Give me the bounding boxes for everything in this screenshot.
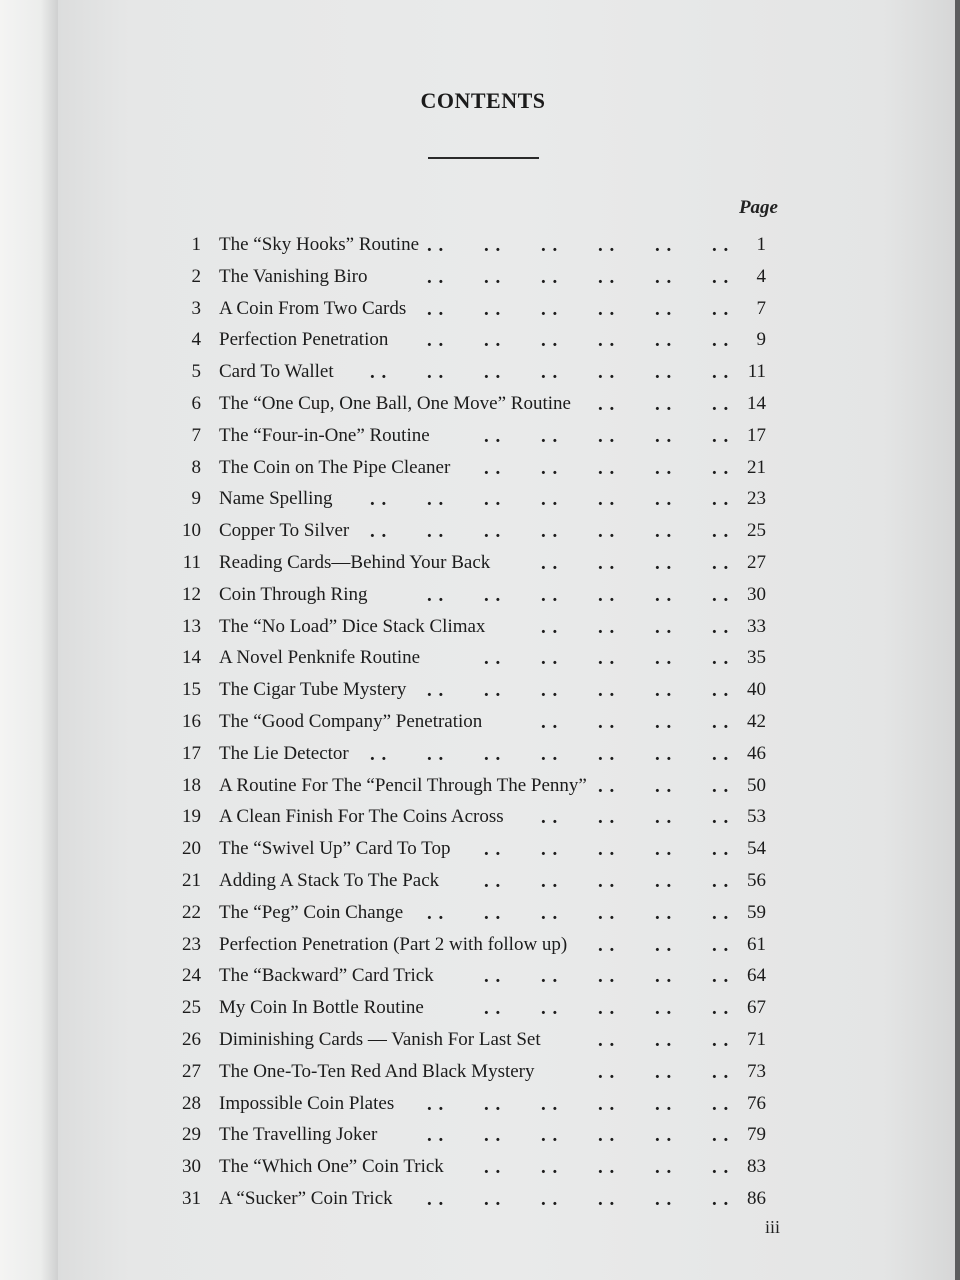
entry-title: Perfection Penetration [219, 329, 389, 351]
toc-entry: 18 A Routine For The “Pencil Through The Penny” . . . . . . 50 [0, 773, 960, 801]
entry-page-number: 79 [747, 1124, 766, 1146]
toc-entry: 2 The Vanishing Biro . . . . . . . . . . . . 4 [0, 264, 960, 292]
entry-title: Coin Through Ring [219, 583, 368, 605]
entry-page-number: 11 [747, 361, 766, 383]
entry-number: 9 [191, 488, 201, 510]
toc-entry: 20 The “Swivel Up” Card To Top . . . . . . . . . . 54 [0, 836, 960, 864]
page-title: CONTENTS [420, 88, 546, 113]
toc-entry: 12 Coin Through Ring . . . . . . . . . . . . 30 [0, 582, 960, 610]
entry-number: 30 [182, 1156, 201, 1178]
entry-page-number: 46 [747, 742, 766, 764]
entry-number: 31 [182, 1188, 201, 1209]
entry-title: The “Which One” Coin Trick [219, 1156, 444, 1178]
entry-title: Diminishing Cards — Vanish For Last Set [219, 1029, 541, 1050]
entry-number: 24 [182, 965, 201, 987]
entry-title: The “Sky Hooks” Routine [219, 234, 420, 255]
toc-entry: 23 Perfection Penetration (Part 2 with follow up) . . . . . . 61 [0, 932, 960, 960]
entry-page-number: 33 [747, 615, 766, 637]
entry-page-number: 73 [747, 1060, 766, 1082]
entry-number: 12 [182, 583, 201, 605]
entry-number: 7 [191, 424, 201, 446]
toc-entry: 1 The “Sky Hooks” Routine . . . . . . . . . . . . 1 [0, 232, 960, 260]
entry-number: 18 [182, 774, 201, 796]
entry-title: The “Peg” Coin Change [219, 901, 404, 923]
entry-page-number: 61 [747, 933, 766, 955]
entry-title: The “One Cup, One Ball, One Move” Routine [219, 393, 571, 414]
entry-title: The “Swivel Up” Card To Top [219, 838, 451, 860]
entry-page-number: 35 [747, 647, 766, 669]
toc-entry: 16 The “Good Company” Penetration . . . . . . . . 42 [0, 709, 960, 737]
toc-entry: 4 Perfection Penetration . . . . . . . . . . . . 9 [0, 327, 960, 355]
entry-number: 19 [182, 806, 201, 828]
entry-title: A Routine For The “Pencil Through The Penny” [219, 774, 587, 796]
toc-entry: 17 The Lie Detector . . . . . . . . . . . . . . 46 [0, 741, 960, 769]
entry-page-number: 67 [747, 997, 766, 1019]
entry-page-number: 86 [747, 1188, 766, 1209]
toc-entry: 19 A Clean Finish For The Coins Across . . . . . . . . 53 [0, 804, 960, 832]
entry-page-number: 64 [747, 965, 766, 987]
entry-title: The “Good Company” Penetration [219, 711, 483, 732]
entry-title: The “No Load” Dice Stack Climax [219, 615, 486, 637]
entry-title: My Coin In Bottle Routine [219, 997, 424, 1019]
page-column-heading: Page [738, 197, 778, 218]
toc-entry: 30 The “Which One” Coin Trick . . . . . . . . . . 83 [0, 1154, 960, 1182]
toc-entry: 9 Name Spelling . . . . . . . . . . . . . . 23 [0, 486, 960, 514]
entry-page-number: 7 [756, 297, 766, 319]
entry-page-number: 21 [747, 456, 766, 478]
entry-number: 10 [182, 520, 201, 542]
entry-page-number: 40 [747, 679, 766, 701]
entry-title: The “Backward” Card Trick [219, 965, 434, 987]
toc-entry: 13 The “No Load” Dice Stack Climax . . . . . . . . 33 [0, 614, 960, 642]
entry-number: 21 [182, 870, 201, 891]
entry-number: 3 [191, 297, 201, 319]
entry-page-number: 56 [747, 870, 766, 891]
entry-number: 28 [182, 1092, 201, 1114]
entry-page-number: 17 [747, 424, 766, 446]
entry-page-number: 14 [747, 393, 766, 414]
toc-entry: 6 The “One Cup, One Ball, One Move” Routine . . . . . . 14 [0, 391, 960, 419]
entry-number: 23 [182, 933, 201, 955]
entry-page-number: 27 [747, 552, 766, 573]
toc-entry: 31 A “Sucker” Coin Trick . . . . . . . . . . . . 86 [0, 1186, 960, 1214]
title-rule [428, 157, 539, 159]
entry-number: 1 [191, 234, 201, 255]
entry-title: A Novel Penknife Routine [219, 647, 421, 669]
entry-title: The Coin on The Pipe Cleaner [219, 456, 451, 478]
entry-title: Name Spelling [219, 488, 333, 510]
entry-title: The Travelling Joker [219, 1124, 378, 1146]
entry-page-number: 76 [747, 1092, 766, 1114]
toc-entry: 27 The One-To-Ten Red And Black Mystery . . . . . . 73 [0, 1059, 960, 1087]
entry-number: 25 [182, 997, 201, 1019]
toc-entry: 7 The “Four-in-One” Routine . . . . . . . . . . 17 [0, 423, 960, 451]
entry-page-number: 4 [756, 265, 766, 287]
toc-entry: 3 A Coin From Two Cards . . . . . . . . . . . . 7 [0, 296, 960, 324]
entry-page-number: 53 [747, 806, 766, 828]
entry-number: 26 [182, 1029, 201, 1050]
entry-number: 5 [191, 361, 201, 383]
entry-title: Impossible Coin Plates [219, 1092, 395, 1114]
entry-title: A Clean Finish For The Coins Across [219, 806, 504, 828]
entry-title: Adding A Stack To The Pack [219, 870, 440, 891]
entry-title: A “Sucker” Coin Trick [219, 1188, 393, 1209]
toc-entry: 26 Diminishing Cards — Vanish For Last Set . . . . . . 71 [0, 1027, 960, 1055]
entry-number: 29 [182, 1124, 201, 1146]
entry-page-number: 71 [747, 1029, 766, 1050]
toc-entry: 28 Impossible Coin Plates . . . . . . . . . . . . 76 [0, 1091, 960, 1119]
entry-title: The Vanishing Biro [219, 265, 368, 287]
toc-entry: 11 Reading Cards—Behind Your Back . . . . . . . . 27 [0, 550, 960, 578]
toc-entry: 5 Card To Wallet . . . . . . . . . . . . . . 11 [0, 359, 960, 387]
entry-number: 22 [182, 901, 201, 923]
entry-title: A Coin From Two Cards [219, 297, 407, 319]
toc-entry: 22 The “Peg” Coin Change . . . . . . . . . . . . 59 [0, 900, 960, 928]
entry-title: The Lie Detector [219, 742, 349, 764]
entry-page-number: 1 [756, 234, 766, 255]
entry-title: Card To Wallet [219, 361, 334, 383]
entry-title: The One-To-Ten Red And Black Mystery [219, 1060, 535, 1082]
entry-title: The “Four-in-One” Routine [219, 424, 430, 446]
entry-page-number: 50 [747, 774, 766, 796]
toc-entry: 15 The Cigar Tube Mystery . . . . . . . . . . . . 40 [0, 677, 960, 705]
entry-number: 17 [182, 742, 201, 764]
entry-title: Perfection Penetration (Part 2 with follow up) [219, 933, 568, 955]
entry-number: 13 [182, 615, 201, 637]
entry-title: Copper To Silver [219, 520, 350, 542]
toc-entry: 8 The Coin on The Pipe Cleaner . . . . . . . . . . 21 [0, 455, 960, 483]
entry-number: 6 [191, 393, 201, 414]
entry-number: 11 [182, 552, 201, 573]
toc-entry: 14 A Novel Penknife Routine . . . . . . . . . . 35 [0, 645, 960, 673]
entry-page-number: 83 [747, 1156, 766, 1178]
entry-title: The Cigar Tube Mystery [219, 679, 407, 701]
entry-page-number: 42 [747, 711, 766, 732]
toc-entry: 29 The Travelling Joker . . . . . . . . . . . . 79 [0, 1122, 960, 1150]
entry-number: 15 [182, 679, 201, 701]
entry-number: 27 [182, 1060, 201, 1082]
page-folio: iii [764, 1217, 780, 1237]
toc-entry: 24 The “Backward” Card Trick . . . . . . . . . . 64 [0, 963, 960, 991]
entry-page-number: 59 [747, 901, 766, 923]
entry-number: 4 [191, 329, 201, 351]
entry-title: Reading Cards—Behind Your Back [219, 552, 491, 573]
toc-entry: 10 Copper To Silver . . . . . . . . . . . . . . 25 [0, 518, 960, 546]
entry-page-number: 9 [756, 329, 766, 351]
toc-entry: 25 My Coin In Bottle Routine . . . . . . . . . . 67 [0, 995, 960, 1023]
entry-number: 14 [182, 647, 201, 669]
entry-number: 16 [182, 711, 201, 732]
entry-page-number: 54 [747, 838, 766, 860]
entry-number: 8 [191, 456, 201, 478]
entry-page-number: 23 [747, 488, 766, 510]
entry-number: 20 [182, 838, 201, 860]
entry-number: 2 [191, 265, 201, 287]
toc-entry: 21 Adding A Stack To The Pack . . . . . . . . . . 56 [0, 868, 960, 896]
entry-page-number: 25 [747, 520, 766, 542]
entry-page-number: 30 [747, 583, 766, 605]
